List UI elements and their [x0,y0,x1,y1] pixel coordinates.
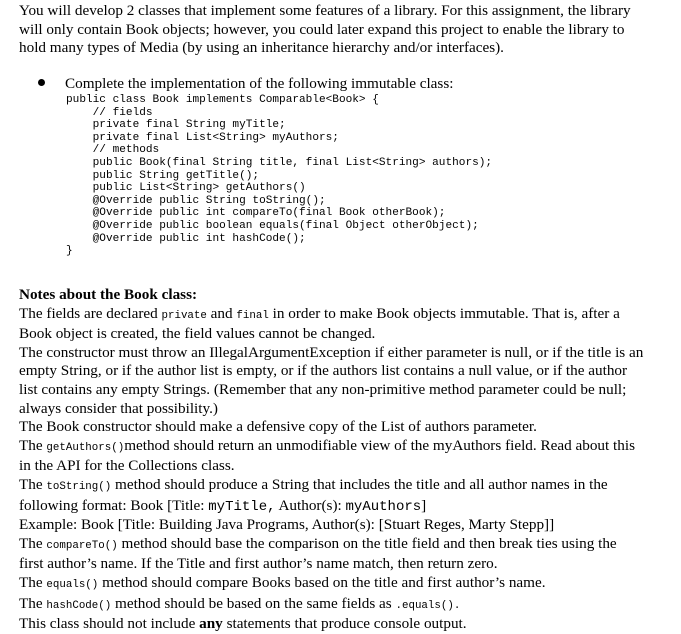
note-text: The [19,475,47,493]
code-line: public Book(final String title, final List<String> authors); [66,156,493,169]
intro-line: You will develop 2 classes that implement some features of a library. For this assignment, the library [19,2,631,19]
code-private: private [161,309,207,322]
code-block [66,94,492,258]
note-constructor: The constructor must throw an IllegalArgumentException if either parameter is null, or if the title is an [19,343,644,361]
note-text: method should be based on the same fields as [111,594,396,612]
code-compareto: compareTo() [46,539,118,552]
code-equals: equals() [46,578,99,591]
code-final: final [236,309,269,322]
note-compareto-cont: first author’s name. If the Title and first author’s name match, then return zero. [19,555,498,573]
code-mytitle: myTitle, [208,498,276,515]
note-text: Author(s): [275,496,346,514]
note-fields-cont: Book object is created, the field values cannot be changed. [19,325,376,343]
code-line: // methods [66,144,160,157]
code-line: public class Book implements Comparable<Book> { [66,94,379,106]
note-tostring-format [19,497,674,517]
code-line: @Override public String toString(); [66,194,326,207]
intro-line: will only contain Book objects; however, you could later expand this project to enable the library to [19,20,625,38]
note-text: This class should not include [19,615,200,633]
note-text: The fields are declared [19,304,162,322]
intro-line: hold many types of Media (by using an inheritance hierarchy and/or interfaces). [19,39,504,57]
code-tostring: toString() [46,480,112,493]
note-text: method should base the comparison on the title field and then break ties using the [117,534,617,552]
note-constructor: always consider that possibility.) [19,399,218,417]
code-line: public List<String> getAuthors() [66,182,306,195]
note-text: following format: Book [Title: [19,496,209,514]
code-line: private final String myTitle; [66,119,286,132]
note-console [19,615,674,634]
note-constructor: empty String, or if the author list is empty, or if the authors list contains a null value, or if the author [19,362,628,380]
note-text: ] [421,496,427,514]
code-hashcode: hashCode() [46,599,112,612]
code-line: @Override public boolean equals(final Object otherObject); [66,219,479,232]
note-hashcode [19,595,674,616]
note-example: Example: Book [Title: Building Java Programs, Author(s): [Stuart Reges, Marty Stepp]] [19,516,555,534]
note-text: and [206,304,237,322]
code-equals-call: .equals(). [395,599,461,612]
note-getauthors-cont: in the API for the Collections class. [19,457,235,475]
intro-paragraph [19,2,669,58]
note-tostring [19,476,674,497]
note-defensive-copy: The Book constructor should make a defensive copy of the List of authors parameter. [19,418,537,436]
note-text: The [19,573,47,591]
code-line: @Override public int hashCode(); [66,232,306,245]
note-text: The [19,534,47,552]
note-compareto [19,535,674,556]
bullet-text: Complete the implementation of the following immutable class: [65,75,454,92]
code-getauthors: getAuthors() [46,441,125,454]
note-constructor: list contains any empty Strings. (Remember that any non-primitive method parameter could be null; [19,380,627,398]
code-myauthors: myAuthors [345,498,422,515]
bullet-icon [38,79,45,86]
code-line: @Override public int compareTo(final Book otherBook); [66,207,446,220]
note-text: method should produce a String that includes the title and all author names in the [111,475,608,493]
note-text: method should compare Books based on the title and first author’s name. [98,573,546,591]
code-line: // fields [66,106,153,119]
notes-heading: Notes about the Book class: [19,286,198,303]
note-text: method should return an unmodifiable view of the myAuthors field. Read about this [124,436,635,454]
note-fields [19,305,674,326]
note-equals [19,574,674,595]
note-getauthors [19,437,674,458]
note-text: The [19,594,47,612]
code-line: private final List<String> myAuthors; [66,131,339,144]
note-text: in order to make Book objects immutable. That is, after a [268,304,620,322]
emphasis-any: any [199,615,223,633]
notes-section [19,286,674,634]
code-line: } [66,245,73,258]
note-text: statements that produce console output. [222,615,467,633]
code-line: public String getTitle(); [66,169,260,182]
note-text: The [19,436,47,454]
